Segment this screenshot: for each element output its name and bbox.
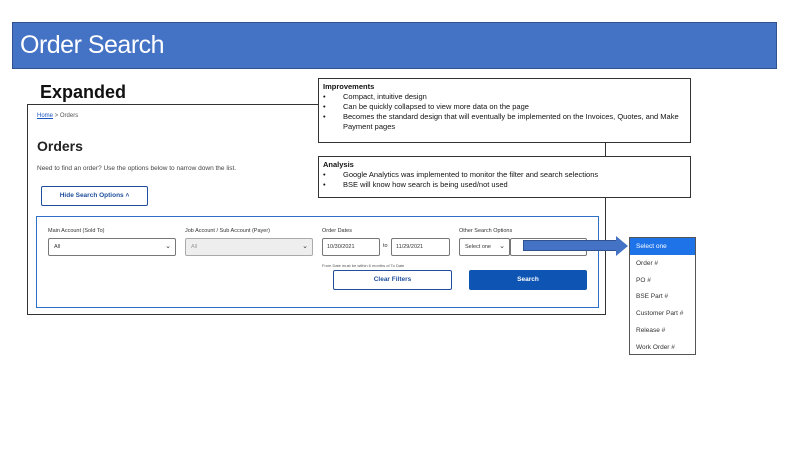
dropdown-option-order-number[interactable]: Order #: [636, 259, 659, 267]
date-range-to-label: to: [383, 243, 388, 249]
callout-connector: [605, 143, 606, 157]
search-options-dropdown: [629, 237, 696, 355]
improvements-callout: [318, 78, 691, 143]
dropdown-option-bse-part[interactable]: BSE Part #: [636, 293, 669, 301]
other-search-options-value: Select one: [465, 244, 491, 250]
breadcrumb-home-link[interactable]: Home: [37, 113, 54, 119]
hide-search-options-button[interactable]: Hide Search Options ˄: [41, 186, 148, 206]
right-arrow-icon: [616, 236, 628, 256]
page-title: Orders: [37, 138, 83, 154]
list-item: • Can be quickly collapsed to view more data on the page: [323, 102, 686, 112]
slide-title: Order Search: [20, 31, 165, 59]
helper-text: Need to find an order? Use the options below to narrow down the list.: [37, 165, 237, 172]
dropdown-option-po-number[interactable]: PO #: [636, 276, 651, 284]
analysis-callout: [318, 156, 691, 198]
slide-title-banner: [12, 22, 777, 69]
list-item: • Google Analytics was implemented to monitor the filter and search selections: [323, 170, 686, 180]
improvements-list: [323, 92, 686, 132]
dropdown-option-customer-part[interactable]: Customer Part #: [636, 310, 684, 318]
date-range-hint: From Date must be within 6 months of To Date: [322, 263, 405, 268]
analysis-list: [323, 170, 686, 190]
breadcrumb-current: Orders: [59, 113, 79, 119]
analysis-heading: Analysis: [323, 160, 354, 169]
list-item: • Becomes the standard design that will eventually be implemented on the Invoices, Quotes, and Make Payment pages: [323, 112, 686, 132]
clear-filters-button[interactable]: Clear Filters: [333, 270, 452, 290]
chevron-down-icon: ⌄: [499, 243, 505, 250]
search-button[interactable]: Search: [469, 270, 587, 290]
improvements-heading: Improvements: [323, 82, 375, 91]
dropdown-option-select-one[interactable]: Select one: [630, 238, 695, 255]
list-item: • Compact, intuitive design: [323, 92, 686, 102]
order-dates-label: Order Dates: [322, 228, 352, 234]
dropdown-option-release[interactable]: Release #: [636, 326, 666, 334]
breadcrumb-separator: >: [53, 113, 60, 119]
other-search-options-label: Other Search Options: [459, 228, 513, 234]
main-account-value: All: [54, 244, 61, 250]
job-account-value: All: [191, 244, 198, 250]
job-account-label: Job Account / Sub Account (Payer): [185, 228, 270, 234]
list-item: • BSE will know how search is being used/not used: [323, 180, 686, 190]
job-account-select[interactable]: [185, 238, 313, 256]
section-label: Expanded: [40, 82, 127, 102]
main-account-select[interactable]: [48, 238, 176, 256]
other-search-options-select[interactable]: [459, 238, 510, 256]
search-filter-panel: [36, 216, 599, 308]
to-date-input[interactable]: 11/29/2021: [391, 238, 450, 256]
breadcrumb: [37, 113, 78, 119]
main-account-label: Main Account (Sold To): [48, 228, 105, 234]
chevron-down-icon: ⌄: [165, 243, 171, 250]
chevron-down-icon: ⌄: [302, 243, 308, 250]
pointer-arrow-shaft: [523, 240, 617, 251]
dropdown-option-work-order[interactable]: Work Order #: [636, 343, 675, 351]
from-date-input[interactable]: 10/30/2021: [322, 238, 380, 256]
